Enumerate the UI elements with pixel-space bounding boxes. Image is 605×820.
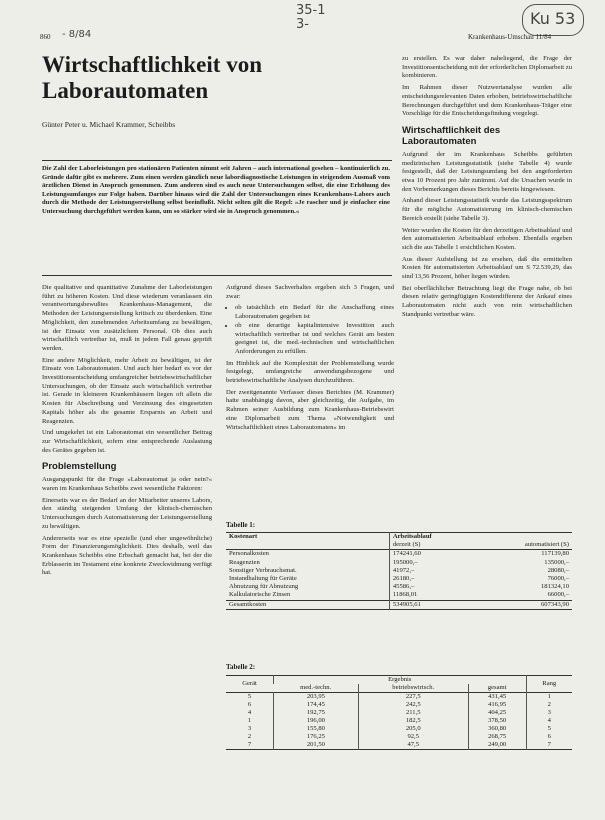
table-header: med.-techn. [300,684,332,691]
table-1-caption: Tabelle 1: [226,521,256,529]
paragraph: Anhand dieser Leistungsstatistik wurde das Leistungsspektrum für die mögliche Automatisierung im klinisch-chemischen Bereich erstellt (siehe Tabelle 3). [402,197,572,222]
paragraph: Im Hinblick auf die Komplexität der Problemstellung wurde festgelegt, umfangreiche anwendungsbezogene und betriebswirtschaftliche Analysen durchzuführen. [226,359,394,385]
table-cell: 1 [526,693,572,702]
article-authors: Günter Peter u. Michael Krammer, Scheibbs [42,120,176,129]
table-cell: 4 [526,717,572,725]
table-row [226,709,572,717]
question-list [226,304,394,356]
paragraph: Und umgekehrt ist ein Laborautomat ein wesentlicher Beitrag zur Wirtschaftlichkeit, sofern eine entsprechende Auslastung des Gerätes gegeben ist. [42,429,212,454]
table-cell: Instandhaltung für Geräte [229,575,297,583]
table-cell: 360,80 [468,725,526,733]
table-header: derzeit (S) [389,541,463,550]
table-cell: 6 [526,733,572,741]
table-cell: 5 [526,725,572,733]
paragraph: Die qualitative und quantitative Zunahme der Laborleistungen führt zu höheren Kosten. Und diese wiederum veranlassen ein verantwortungsbewußtes Krankenhaus-Management, die Methoden der Leistungserstellung kritisch zu überdenken. Eine Möglichkeit, den zunehmenden Arbeitsumfang zu bewältigen, ist der Einsatz von zusätzlichem Personal. Ob dies auch wirtschaftlich vertretbar ist, muß in jedem Fall genau geprüft werden. [42,284,212,352]
table-cell: 249,00 [468,741,526,750]
table-cell: 47,5 [358,741,468,750]
table-cell: 1 [247,717,252,724]
paragraph: Aufgrund dieses Sachverhaltes ergeben sich 3 Fragen, und zwar: [226,284,394,300]
table-cell: 181324,10 [540,583,569,591]
table-cell: Personalkosten [229,550,269,558]
table-cell: 11868,01 [389,591,463,600]
table-header: Ergebnis [274,676,526,685]
paragraph: Ausgangspunkt für die Frage »Laborautomat ja oder nein?« waren im Krankenhaus Scheibbs zwei wesentliche Faktoren: [42,476,212,493]
section-heading: Problemstellung [42,461,117,473]
table-cell: 174,45 [274,701,359,709]
paragraph: Bei oberflächlicher Betrachtung liegt die Frage nahe, ob bei diesen relativ geringfügigen Kostendifferenz der Ankauf eines Laborautomaten nicht auch von rein wirtschaftlichen Standpunkt vertretbar wäre. [402,284,572,318]
table-cell: 117139,80 [541,550,569,558]
page-number: 860 [40,33,51,41]
paragraph: Aus dieser Aufstellung ist zu ersehen, daß die ermittelten Kosten für automatisierten Arbeitsablauf um S 72.539,29, das sind 13,56 Prozent, höher liegen würden. [402,255,572,281]
article-title: Wirtschaftlichkeit von Laborautomaten [42,52,262,103]
lead-rule [42,275,392,276]
table-row [226,717,572,725]
table-row [226,591,572,600]
ranking-table [226,675,572,750]
table-cell: 92,5 [358,733,468,741]
table-cell: 7 [526,741,572,750]
table-cell: 5 [247,693,252,700]
table-total-value: 534905,61 [389,600,463,609]
table-row [226,567,572,575]
handwritten-note-left: - 8/84 [62,29,92,40]
table-row [226,575,572,583]
column-1 [42,284,212,581]
title-rule [42,160,392,161]
table-header: Kostenart [229,533,258,540]
journal-header: Krankenhaus-Umschau 11/84 [468,33,552,41]
table-row [226,733,572,741]
table-cell: 268,75 [468,733,526,741]
table-header: Rang [526,676,572,693]
table-2-caption: Tabelle 2: [226,663,256,671]
table-row [226,701,572,709]
paragraph: zu erstellen. Es war daher naheliegend, die Frage der Investitionsentscheidung mit der erforderlichen Diplomarbeit zu kombinieren. [402,55,572,80]
list-item: • ob tatsächlich ein Bedarf für die Anschaffung eines Laborautomaten gegeben ist [235,304,394,321]
handwritten-note-right: Ku 53 [530,9,576,28]
table-cell: Kalkulatorische Zinsen [229,591,291,599]
list-item: • ob eine derartige kapitalintensive Investition auch wirtschaftlich vertretbar ist und welches Gerät am besten geeignet ist, die med.-technischen und wirtschaftlichen Anforderungen zu erfüllen. [235,322,394,357]
table-cell: 76000,– [547,575,569,583]
column-2 [226,284,394,435]
paragraph: Weiter wurden die Kosten für den derzeitigen Arbeitsablauf und den automatisierten Arbeitsablauf erhoben. Ebenfalls ergeben sich die aus Tabelle 1 ersichtlichen Kosten. [402,226,572,251]
table-header: automatisiert (S) [524,541,569,549]
table-row [226,583,572,591]
table-cell: 211,5 [358,709,468,717]
table-cell: 26180,– [389,575,463,583]
table-cell: 416,95 [468,701,526,709]
table-row [226,725,572,733]
paragraph: Andererseits war es eine spezielle (und eher ungewöhnliche) Form der Finanzierungsmöglichkeit. Dies deshalb, weil das Krankenhaus Scheibbs eine Erbschaft gemacht hat, bei der die Erblasserin im Testament eine konkrete Zweckwidmung verfügt hat. [42,534,212,577]
table-cell: 4 [247,709,252,716]
table-row [226,559,572,567]
cost-table [226,532,572,610]
table-cell: Abnutzung für Abnutzung [229,583,299,591]
table-cell: 176,25 [274,733,359,741]
table-cell: 41972,– [389,567,463,575]
table-cell: 227,5 [358,693,468,702]
handwritten-note-middle: 35-1 3- [296,3,326,32]
paragraph: Der zweitgenannte Verfasser dieses Berichtes (M. Krammer) hatte unabhängig davon, aber gleichzeitig, die Aufgabe, im Rahmen seiner Ausbildung zum Krankenhaus-Betriebswirt eine Diplomarbeit zum Thema »Notwendigkeit und Wirtschaftlichkeit eines Laborautomaten« im [226,388,394,431]
table-cell: 192,75 [274,709,359,717]
section-heading: Wirtschaftlichkeit des Laborautomaten [402,124,501,147]
table-cell: 2 [247,733,252,740]
table-cell: 7 [247,741,252,748]
table-cell: 205,0 [358,725,468,733]
table-cell: Sonstiger Verbrauchsmat. [229,566,297,574]
paragraph: Einerseits war es der Bedarf an der Mitarbeiter unseres Labors, den ständig steigenden Umfang der klinisch-chemischen Untersuchungen durch Automatisierung der Leistungserstellung zu bewältigen. [42,496,212,530]
table-cell: 3 [526,709,572,717]
table-header: betriebswirtsch. [358,684,468,693]
table-cell: 203,95 [274,693,359,702]
table-header: gesamt [468,684,526,693]
table-cell: 155,80 [274,725,359,733]
paragraph: Im Rahmen dieser Nutzwertanalyse wurden alle entscheidungsrelevanten Daten erhoben, betriebswirtschaftliche Berechnungen durchgeführt und dem Krankenhaus-Träger eine Vorschläge für die Entscheidungsfindung vorgelegt. [402,84,572,118]
table-row [226,741,572,750]
table-cell: 196,00 [274,717,359,725]
table-cell: 66000,– [547,591,569,599]
table-cell: 45586,– [389,583,463,591]
table-cell: 404,25 [468,709,526,717]
lead-paragraph: Die Zahl der Laborleistungen pro stationären Patienten nimmt seit Jahren – auch international gesehen – kontinuierlich zu. Gründe dafür gibt es mehrere. Zum einen werden gänzlich neue labordiagnostische Leistungen in steigendem Ausmaß vom ärztlichen Dienst in Anspruch genommen. Zum anderen sind es auch neue Untersuchungen selbst, die eine Erhöhung des Leistungsumfanges zur Folge haben. Darüber hinaus wird die Zahl der Untersuchungen eines Krankenhaus-Labors auch durch die Methode der Leistungserstellung selbst beeinflußt. Nicht selten gilt die Regel: »Je rascher und je einfacher eine Untersuchung durchgeführt werden kann, um so stärker wird sie in Anspruch genommen.« [42,165,390,215]
table-cell: 195000,– [389,559,463,567]
table-header: Arbeitsablauf [389,533,572,542]
table-cell: 174241,60 [389,550,463,559]
table-cell: 3 [247,725,252,732]
table-row [226,693,572,702]
table-cell: 135000,– [544,558,569,566]
table-total-label: Gesamtkosten [229,600,267,608]
table-cell: 431,45 [468,693,526,702]
table-header: Gerät [242,680,257,687]
table-cell: 28080,– [547,566,569,574]
table-cell: Reagenzien [229,558,260,566]
table-cell: 378,50 [468,717,526,725]
table-cell: 242,5 [358,701,468,709]
table-cell: 201,50 [274,741,359,750]
table-cell: 2 [526,701,572,709]
table-row [226,550,572,559]
table-total-value: 607343,90 [540,600,569,608]
paragraph: Eine andere Möglichkeit, mehr Arbeit zu bewältigen, ist der Einsatz von Laborautomaten. Und auch hier bedarf es vor der Investitionsentscheidung umfangreicher betriebswirtschaftlicher Untersuchungen, ob der Einsatz auch wirtschaftlich vertretbar ist. Gerade in kleineren Krankenhäusern liegen oft allein die Kosten für Abschreibung und Verzinsung des eingesetzten Kapitals höher als die gesamte Ersparnis an Arbeit und Reagenzien. [42,356,212,425]
table-cell: 182,5 [358,717,468,725]
paragraph: Aufgrund der im Krankenhaus Scheibbs geführten medizinischen Leistungsstatistik (siehe Tabelle 4) wurde festgestellt, daß der Leistungsumfang bei den angeforderten etwa 10 Prozent pro Jahr zunimmt. Auf die Ursachen wurde in den Vorbemerkungen dieses Berichts bereits hingewiesen. [402,150,572,193]
table-cell: 6 [247,701,252,708]
column-3 [402,55,572,323]
